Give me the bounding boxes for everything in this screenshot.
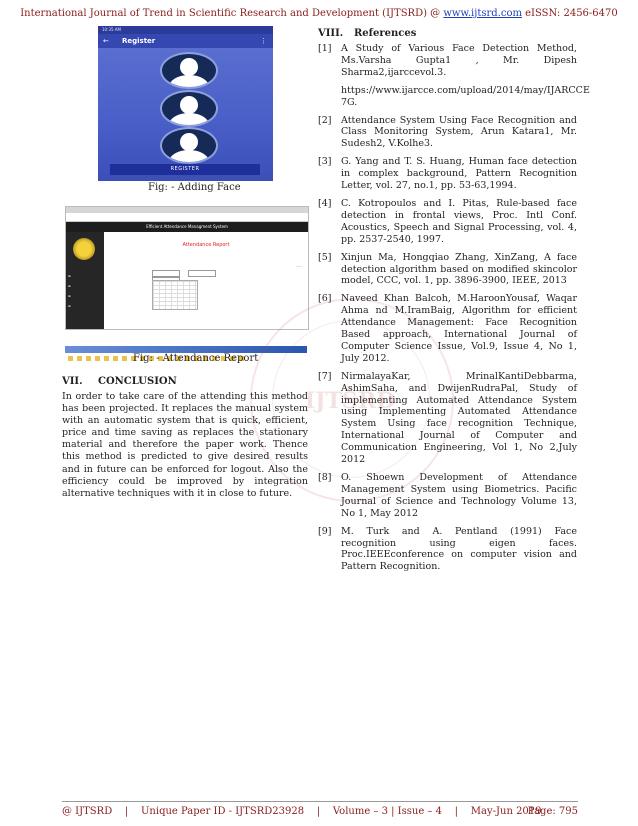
person-icon [180,58,198,76]
figure-caption-attendance-report: Fig: - Attendance Report [133,353,259,364]
person-icon [180,133,198,151]
reference-text: A Study of Various Face Detection Method, Ms.Varsha Gupta1 , Mr. Dipesh Sharma2,ijarccevol.3. [341,43,577,78]
reference-item [318,43,577,79]
reference-text: C. Kotropoulos and I. Pitas, Rule-based face detection in frontal views, Proc. Intl Conf. Acoustics, Speech and Signal Processing, vol. 4, pp. 2537-2540, 1997. [341,197,577,245]
conclusion-paragraph: In order to take care of the attending this method has been projected. It replaces the manual system with an automatic system that is quick, efficient, price and time saving as replaces the stationary material and therefore the paper work. Thence this method is predicted to give desired results and in future can be enforced for logout. Also the efficiency could be improved by integration alternative techniques with it in close to future. [62,391,308,499]
reference-item [318,198,577,246]
reference-item [318,371,577,466]
app-title: Register [122,37,156,45]
back-arrow-icon[interactable]: ← [103,37,109,45]
journal-link[interactable]: www.ijtsrd.com [443,8,522,19]
sidebar-item[interactable]: ▬ [68,274,71,278]
face-slot-2[interactable] [160,90,218,127]
section-title: References [354,28,417,39]
reference-number: [5] [318,251,332,263]
journal-header [0,8,638,19]
reference-text: NirmalayaKar, MrinalKantiDebbarma, AshimSaha, and DwijenRudraPal, Study of implementing Automated Attendance System using Implementing Automated Attendance System Using face recognition Technique, International Journal of Computer and Communication Engineering, Vol 1, No 2,July 2012 [341,370,577,466]
overflow-menu-icon[interactable]: ⋮ [260,37,267,45]
figure-adding-face [98,26,273,181]
report-field[interactable] [152,270,180,277]
browser-address-bar[interactable] [66,213,308,222]
watermark-text: IJTSRD [304,388,396,414]
reference-text: G. Yang and T. S. Huang, Human face detection in complex background, Pattern Recognition Letter, vol. 27, no.1, pp. 53-63,1994. [341,156,577,192]
report-field[interactable] [188,270,216,277]
status-time: 10:35 AM [102,27,121,32]
college-logo [73,238,95,260]
sidebar-item[interactable]: ▬ [68,284,71,288]
reference-number: [4] [318,197,332,209]
footer-info: @ IJTSRD | Unique Paper ID - IJTSRD23928 | Volume – 3 | Issue – 4 | May-Jun 2019 [62,806,542,817]
journal-header-text: International Journal of Trend in Scientific Research and Development (IJTSRD) @ [20,8,444,19]
reference-number: [9] [318,525,332,537]
reference-number: [2] [318,114,332,126]
reference-item [318,156,577,192]
person-icon [180,96,198,114]
reference-number: [1] [318,43,332,54]
register-button[interactable]: REGISTER [110,164,260,175]
journal-issn: eISSN: 2456-6470 [521,8,618,19]
reference-number: [3] [318,156,332,168]
reference-text: Naveed Khan Balcoh, M.HaroonYousaf, Waqar Ahma nd M.IramBaig, Algorithm for efficient Attendance Management: Face Recognition Based approach, International Journal of Computer Science Issue, Vol.9, Issue 4, No 1, July 2012. [341,293,577,364]
reference-list [318,43,590,573]
section-number: VII. [62,376,83,387]
face-slot-3[interactable] [160,127,218,164]
reference-url[interactable] [318,84,590,109]
reference-text: O. Shoewn Development of Attendance Management System using Biometrics. Pacific Journal of Science and Technology Volume 13, No 1, May 2012 [341,472,577,519]
reference-number: [6] [318,293,332,305]
face-slot-1[interactable] [160,52,218,89]
section-heading-conclusion [62,376,177,387]
reference-number: [8] [318,472,332,483]
reference-item [318,472,577,520]
report-title: Attendance Report [182,242,230,248]
reference-item [318,526,577,574]
reference-text: Attendance System Using Face Recognition and Class Monitoring System, Arun Katara1, Mr. Sudesh2, V.Kolhe3. [341,114,577,150]
phone-app-bar [98,34,273,48]
report-link[interactable]: —— [296,264,302,268]
report-panel [104,232,308,329]
sidebar-item[interactable]: ▬ [68,294,71,298]
reference-item [318,293,577,364]
reference-number: [7] [318,370,332,382]
figure-attendance-report [65,206,309,330]
app-sidebar [66,232,104,329]
calendar-picker[interactable] [152,280,198,310]
phone-status-bar [98,26,273,34]
section-number: VIII. [318,28,344,39]
figure-caption-adding-face: Fig: - Adding Face [148,182,241,193]
reference-url-text[interactable]: https://www.ijarcce.com/upload/2014/may/IJARCCE 7G. [341,84,590,108]
reference-text: Xinjun Ma, Hongqiao Zhang, XinZang, A face detection algorithm based on modified skincolor model, CCC, vol. 1, pp. 3896-3900, IEEE, 2013 [341,251,577,287]
taskbar-strip [65,346,307,353]
footer-rule [62,801,578,802]
section-heading-references [318,28,416,39]
sidebar-item[interactable]: ▬ [68,304,71,308]
reference-text: M. Turk and A. Pentland (1991) Face recognition using eigen faces. Proc.IEEEconference on computer vision and Pattern Recognition. [341,525,577,573]
reference-item [318,115,577,151]
reference-item [318,252,577,288]
section-title: CONCLUSION [98,376,177,387]
page-number: Page: 795 [527,806,578,817]
app-banner: Efficient Attendance Managment System [66,222,308,232]
